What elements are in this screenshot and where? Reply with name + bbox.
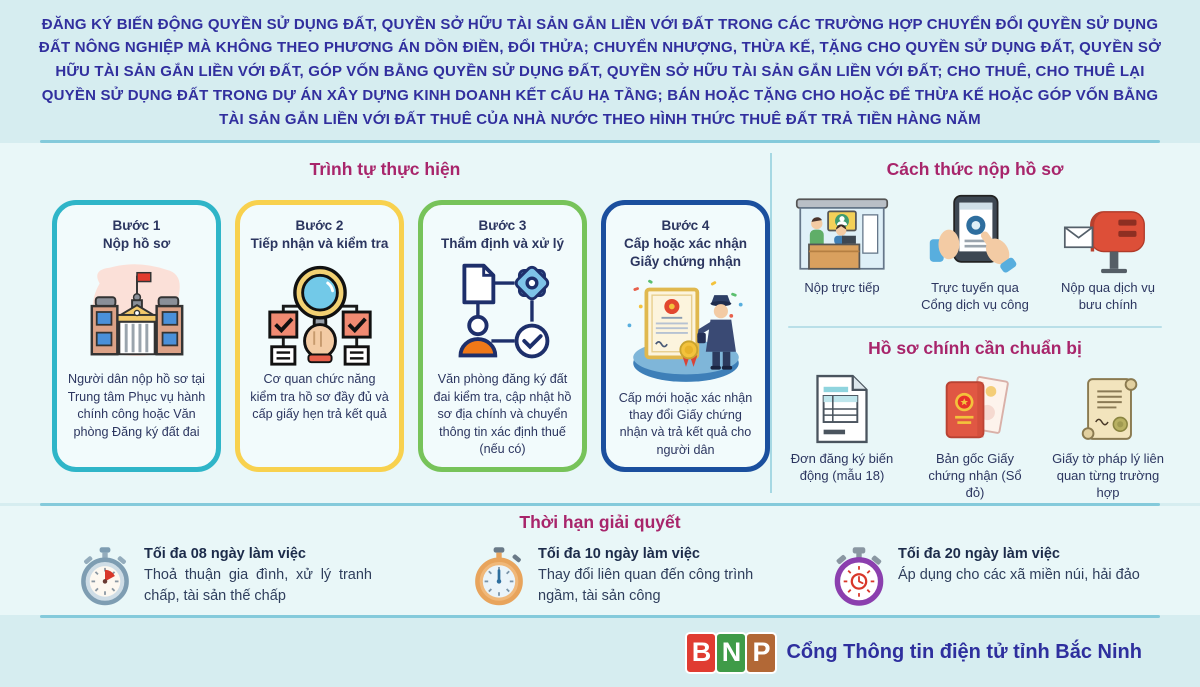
logo-letter-p: P (745, 632, 777, 674)
certificate-officer-icon (615, 272, 756, 390)
method-online-label: Trực tuyến qua Cổng dịch vụ công (921, 280, 1029, 312)
logo-letter-n: N (715, 632, 747, 674)
doc-red-book (919, 369, 1031, 502)
step-4-label: Bước 4 (661, 218, 710, 233)
process-section-title: Trình tự thực hiện (309, 159, 461, 179)
steps-row (0, 180, 770, 472)
registration-form-icon (809, 369, 875, 445)
doc-legal-papers-label: Giấy tờ pháp lý liên quan từng trường hợp (1052, 450, 1164, 500)
step-1-title (103, 217, 170, 253)
step-4-name: Cấp hoặc xác nhận Giấy chứng nhận (623, 236, 748, 270)
deadline-item-20-days (832, 544, 1140, 611)
step-3-label: Bước 3 (478, 218, 527, 233)
method-direct (786, 190, 898, 314)
step-card-3 (418, 200, 587, 472)
step-3-name: Thẩm định và xử lý (440, 236, 565, 252)
step-4-description: Cấp mới hoặc xác nhận thay đổi Giấy chứng nhận và trả kết quả cho người dân (618, 390, 753, 457)
deadline-8-days-duration: Tối đa 08 ngày làm việc (144, 546, 306, 562)
deadline-8-days-description: Thoả thuận gia đình, xử lý tranh chấp, tài sản thế chấp (144, 567, 372, 605)
step-card-1 (52, 200, 221, 472)
method-direct-label: Nộp trực tiếp (804, 280, 880, 295)
stopwatch-purple-icon (832, 546, 886, 611)
doc-registration-form-label: Đơn đăng ký biến động (mẫu 18) (790, 450, 894, 483)
step-4-title (615, 217, 756, 272)
deadline-20-days-description: Áp dụng cho các xã miền núi, hải đảo (898, 567, 1140, 584)
main-panel (0, 143, 1200, 503)
deadline-item-10-days (472, 544, 796, 611)
bnp-logo (687, 632, 777, 674)
step-2-name: Tiếp nhận và kiểm tra (250, 236, 389, 252)
step-card-4 (601, 200, 770, 472)
step-3-description: Văn phòng đăng ký đất đai kiểm tra, cập nhật hồ sơ địa chính và chuyển thông tin xác định thuế (nếu có) (433, 372, 572, 456)
page-title: ĐĂNG KÝ BIẾN ĐỘNG QUYỀN SỬ DỤNG ĐẤT, QUYỀN SỞ HỮU TÀI SẢN GẮN LIỀN VỚI ĐẤT TRONG CÁC TRƯỜNG HỢP CHUYỂN ĐỔI QUYỀN SỬ DỤNG ĐẤT NÔNG NGHIỆP MÀ KHÔNG THEO PHƯƠNG ÁN DỒN ĐIỀN, ĐỔI THỬA; CHUYỂN NHƯỢNG, THỪA KẾ, TẶNG CHO QUYỀN SỬ DỤNG ĐẤT, QUYỀN SỞ HỮU TÀI SẢN GẮN LIỀN VỚI ĐẤT, GÓP VỐN BẰNG QUYỀN SỬ DỤNG ĐẤT, QUYỀN SỞ HỮU TÀI SẢN GẮN LIỀN VỚI ĐẤT; CHO THUÊ, CHO THUÊ LẠI QUYỀN SỬ DỤNG ĐẤT TRONG DỰ ÁN XÂY DỰNG KINH DOANH KẾT CẤU HẠ TẦNG; BÁN HOẶC TẶNG CHO HOẶC ĐỂ THỪA KẾ HOẶC GÓP VỐN BẰNG TÀI SẢN GẮN LIỀN VỚI ĐẤT THUÊ CỦA NHÀ NƯỚC THEO HÌNH THỨC THUÊ ĐẤT TRẢ TIỀN HÀNG NĂM (38, 15, 1162, 128)
method-online (919, 190, 1031, 314)
step-3-title (441, 217, 564, 253)
step-1-name: Nộp hồ sơ (102, 236, 171, 252)
tablet-in-hands-icon (929, 190, 1021, 274)
method-postal-label: Nộp qua dịch vụ bưu chính (1061, 280, 1155, 312)
doc-registration-form (786, 369, 898, 502)
right-column (772, 143, 1200, 503)
red-book-certificate-icon (939, 369, 1011, 445)
footer (0, 618, 1200, 687)
method-postal (1052, 190, 1164, 314)
documents-section-title: Hồ sơ chính cần chuẩn bị (868, 337, 1082, 358)
right-column-divider (788, 326, 1162, 328)
deadline-item-8-days (78, 544, 372, 611)
deadline-section (0, 506, 1200, 615)
doc-legal-papers (1052, 369, 1164, 502)
portal-name: Cổng Thông tin điện tử tỉnh Bắc Ninh (786, 641, 1142, 663)
submission-methods-row (786, 190, 1164, 314)
submission-section-title: Cách thức nộp hồ sơ (886, 159, 1064, 179)
government-building-icon (66, 253, 207, 371)
mailbox-envelope-icon (1059, 190, 1157, 274)
step-2-title (251, 217, 389, 253)
deadline-10-days-description: Thay đổi liên quan đến công trình ngầm, tài sản công (538, 567, 754, 605)
deadline-section-title: Thời hạn giải quyết (519, 512, 681, 532)
process-section (0, 143, 770, 503)
stopwatch-orange-icon (472, 546, 526, 611)
documents-row (786, 369, 1164, 502)
step-1-label: Bước 1 (112, 218, 161, 233)
magnifier-checklist-icon (249, 253, 390, 371)
service-counter-icon (792, 190, 892, 274)
logo-letter-b: B (685, 632, 717, 674)
step-1-description: Người dân nộp hồ sơ tại Trung tâm Phục vụ hành chính công hoặc Văn phòng Đăng ký đất đai (67, 372, 206, 439)
legal-scroll-icon (1074, 369, 1142, 445)
step-2-label: Bước 2 (295, 218, 344, 233)
step-2-description: Cơ quan chức năng kiểm tra hồ sơ đầy đủ và cấp giấy hẹn trả kết quả (250, 372, 389, 422)
deadline-20-days-duration: Tối đa 20 ngày làm việc (898, 546, 1060, 562)
doc-red-book-label: Bản gốc Giấy chứng nhận (Sổ đỏ) (928, 450, 1022, 500)
header (0, 0, 1200, 138)
document-gear-workflow-icon (432, 253, 573, 371)
step-card-2 (235, 200, 404, 472)
deadline-10-days-duration: Tối đa 10 ngày làm việc (538, 546, 700, 562)
stopwatch-blue-icon (78, 546, 132, 611)
